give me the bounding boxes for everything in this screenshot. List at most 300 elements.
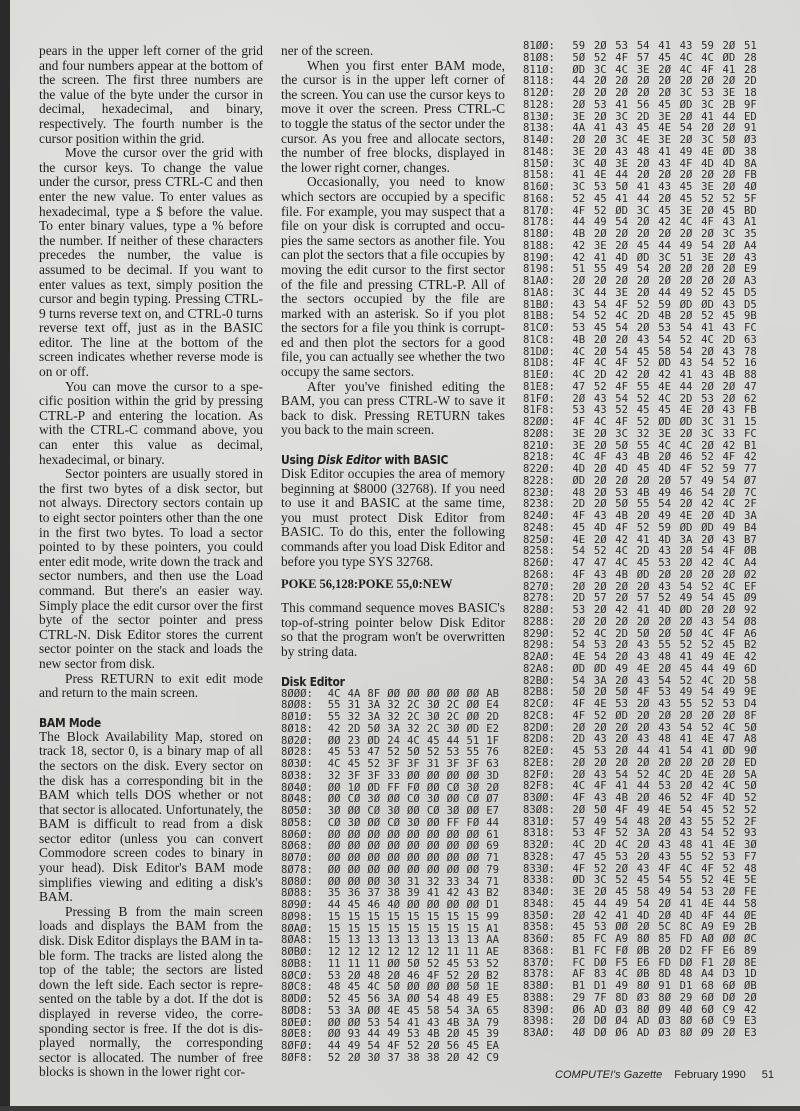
hex-byte: 38	[407, 1051, 420, 1064]
hex-byte: 44	[446, 734, 460, 747]
hex-address: 81C8:	[523, 333, 555, 346]
hex-byte: 48	[572, 486, 586, 499]
hex-byte: 2Ø	[701, 510, 714, 522]
hex-byte: 15	[426, 910, 440, 923]
hex-checksum: 39	[486, 1028, 500, 1041]
hex-byte: 54	[572, 545, 586, 558]
hex-row	[281, 1053, 505, 1065]
hex-byte: 2C	[407, 711, 420, 724]
hex-byte: 3C	[701, 427, 714, 440]
hex-byte: 2Ø	[658, 615, 671, 628]
hex-byte: 53	[615, 40, 629, 52]
hex-address: 83AØ:	[523, 1027, 555, 1039]
hex-byte: 2D	[679, 768, 693, 781]
hex-byte: 2Ø	[701, 204, 714, 217]
hex-byte: 53	[593, 745, 607, 757]
hex-byte: 49	[679, 592, 693, 605]
hex-byte: 41	[593, 251, 607, 264]
hex-byte: 3Ø	[407, 816, 420, 829]
hex-byte: 4F	[658, 862, 671, 875]
hex-address: 81FØ:	[523, 392, 555, 405]
hex-byte: CØ	[327, 816, 341, 829]
hex-byte: 41	[593, 122, 607, 135]
hex-byte: 3E	[615, 157, 629, 170]
hex-byte: 48	[679, 968, 693, 981]
hex-address: 8Ø1Ø:	[281, 711, 313, 724]
hex-checksum: A4	[744, 239, 757, 252]
hex-byte: 8Ø	[679, 1027, 693, 1039]
body-paragraph: This command sequence moves BASIC's top-of-string pointer below Disk Editor so that the program won't be overwritten by string data.	[281, 600, 505, 659]
hex-byte: 2C	[407, 699, 420, 712]
hex-byte: 52	[426, 746, 440, 759]
hex-byte: 4E	[636, 134, 650, 146]
hex-byte: 49	[658, 510, 671, 522]
hex-byte: 44	[615, 169, 629, 182]
hex-byte: ØØ	[446, 863, 460, 876]
hex-byte: 15	[446, 922, 460, 935]
hex-byte: 58	[636, 886, 650, 898]
hex-address: 82A8:	[523, 662, 555, 675]
hex-byte: 2Ø	[615, 721, 629, 734]
hex-byte: 2Ø	[615, 639, 629, 652]
hex-byte: 13	[347, 934, 361, 947]
hex-byte: 4E	[701, 768, 714, 781]
hex-byte: 53	[446, 746, 460, 759]
hex-byte: 3E	[658, 134, 671, 146]
hex-byte: ØØ	[327, 863, 341, 876]
hex-byte: D1	[593, 980, 607, 992]
hex-byte: 2Ø	[679, 110, 693, 123]
hex-byte: 41	[701, 110, 714, 123]
hex-byte: 3Ø	[466, 781, 480, 794]
hex-byte: 11	[446, 946, 460, 959]
hex-byte: 5Ø	[636, 627, 650, 640]
hex-byte: 51	[466, 734, 480, 747]
hex-checksum: E9	[744, 263, 757, 276]
hex-byte: C9	[722, 1015, 736, 1028]
hex-byte: 45	[572, 521, 586, 534]
hex-byte: 6Ø	[722, 980, 736, 992]
hex-address: 819Ø:	[523, 251, 555, 264]
hex-byte: 2B	[722, 98, 736, 111]
hex-byte: 4D	[593, 521, 607, 534]
hex-checksum: 42	[744, 451, 757, 464]
hex-checksum: B2	[486, 887, 500, 900]
hex-byte: 2D	[722, 674, 736, 687]
hex-byte: 13	[367, 934, 381, 947]
hex-byte: 54	[701, 486, 714, 499]
hex-byte: 4F	[572, 357, 586, 370]
hex-byte: 42	[572, 251, 586, 264]
hex-byte: 3E	[701, 181, 714, 193]
hex-byte: 3C	[593, 63, 607, 76]
hex-byte: 4C	[572, 345, 586, 358]
hex-checksum: 99	[486, 910, 500, 923]
hex-byte: 13	[387, 934, 400, 947]
hex-byte: ØØ	[367, 816, 381, 829]
hex-byte: 4C	[572, 451, 586, 464]
hex-byte: 2Ø	[722, 251, 736, 264]
hex-checksum: 7C	[744, 486, 757, 499]
hex-byte: 4B	[722, 369, 736, 381]
section-heading-using-disk-editor-with-basic	[281, 452, 474, 467]
page-footer	[555, 1069, 774, 1081]
hex-byte: 43	[636, 862, 650, 875]
hex-byte: 2Ø	[679, 568, 693, 581]
hex-address: 8288:	[523, 615, 555, 628]
hex-row	[523, 370, 763, 382]
hex-byte: 4D	[658, 604, 671, 616]
hex-byte: 53	[658, 780, 671, 793]
hex-byte: 45	[636, 874, 650, 887]
hex-byte: 12	[347, 946, 361, 959]
hex-address: 811Ø:	[523, 63, 555, 76]
hex-byte: 3C	[701, 98, 714, 111]
hex-byte: 41	[701, 745, 714, 757]
hex-byte: ØØ	[722, 933, 736, 945]
hex-address: 812Ø:	[523, 87, 555, 99]
hex-byte: 2Ø	[701, 275, 714, 287]
hex-byte: 2Ø	[615, 228, 629, 240]
hex-byte: 4D	[658, 463, 671, 475]
hex-row	[523, 793, 763, 805]
hex-byte: 2D	[722, 333, 736, 346]
hex-byte: 43	[636, 639, 650, 652]
hex-byte: 4C	[593, 416, 607, 428]
middle-column	[281, 44, 505, 1065]
hex-byte: 52	[593, 862, 607, 875]
page-binding-shadow	[0, 0, 10, 1111]
hex-byte: 55	[327, 711, 341, 724]
hex-byte: 44	[593, 286, 607, 299]
hex-byte: 4C	[701, 627, 714, 640]
hex-byte: 45	[636, 122, 650, 135]
hex-byte: 44	[658, 286, 671, 299]
hex-byte: 4B	[636, 451, 650, 464]
hex-byte: 43	[658, 839, 671, 851]
hex-byte: 4E	[701, 897, 714, 910]
hex-byte: 56	[446, 1040, 460, 1053]
hex-byte: 4C	[367, 981, 381, 994]
hex-byte: 2Ø	[593, 110, 607, 123]
hex-byte: 54	[615, 216, 629, 229]
hex-byte: ØØ	[466, 828, 480, 841]
hex-row	[523, 323, 763, 335]
hex-checksum: A1	[486, 922, 500, 935]
hex-byte: 2Ø	[615, 239, 629, 252]
hex-byte: ØD	[636, 568, 650, 581]
hex-byte: 2Ø	[722, 263, 736, 276]
hex-row	[523, 135, 763, 147]
hex-byte: 2Ø	[701, 709, 714, 722]
hex-byte: 4F	[701, 792, 714, 804]
hex-byte: 4E	[722, 651, 736, 663]
hex-byte: 3E	[701, 251, 714, 264]
hex-byte: 45	[572, 897, 586, 910]
hex-checksum: ØE	[744, 909, 757, 922]
hex-byte: 45	[679, 662, 693, 675]
hex-byte: 2Ø	[679, 557, 693, 569]
hex-row	[523, 276, 763, 288]
hex-checksum: 38	[744, 145, 757, 158]
hex-byte: 4E	[658, 380, 671, 393]
hex-address: 8268:	[523, 568, 555, 581]
hex-byte: CØ	[367, 805, 381, 818]
hex-byte: 4F	[615, 416, 629, 428]
hex-address: 8298:	[523, 639, 555, 652]
hex-byte: ØØ	[347, 852, 361, 865]
hex-byte: 41	[636, 181, 650, 193]
hex-byte: 3F	[446, 758, 460, 771]
hex-byte: 83	[593, 968, 607, 981]
hex-checksum: 52	[486, 957, 500, 970]
basic-command: POKE 56,128:POKE 55,0:NEW	[281, 577, 453, 592]
hex-byte: 2Ø	[722, 239, 736, 252]
hex-byte: 2Ø	[615, 580, 629, 593]
hex-byte: 52	[636, 392, 650, 405]
hex-byte: 5Ø	[615, 181, 629, 193]
hex-byte: 3E	[722, 87, 736, 99]
hex-byte: ØØ	[327, 875, 341, 888]
hex-byte: 48	[636, 145, 650, 158]
hex-byte: 44	[636, 780, 650, 793]
hex-address: 8Ø88:	[281, 887, 313, 900]
hex-byte: ØØ	[426, 816, 440, 829]
hex-byte: 2C	[446, 699, 460, 712]
hex-byte: 4Ø	[572, 1027, 586, 1039]
hex-byte: 2D	[636, 545, 650, 558]
hex-byte: 41	[679, 369, 693, 381]
hex-byte: 32	[327, 769, 341, 782]
hex-row	[523, 476, 763, 488]
hex-checksum: 71	[486, 875, 500, 888]
hex-byte: 43	[658, 721, 671, 734]
hex-byte: 47	[572, 850, 586, 863]
hex-byte: 15	[407, 922, 420, 935]
hex-byte: 54	[658, 333, 671, 346]
heading-text-italic: Disk Editor	[317, 452, 381, 468]
hex-checksum: 9E	[744, 686, 757, 699]
hex-byte: 2Ø	[679, 134, 693, 146]
hex-byte: 52	[701, 192, 714, 205]
hex-byte: 52	[679, 639, 693, 652]
hex-checksum: 8A	[744, 157, 757, 170]
hex-checksum: A3	[744, 275, 757, 287]
hex-address: 8178:	[523, 216, 555, 229]
hex-byte: 45	[701, 803, 714, 816]
hex-byte: 4E	[658, 122, 671, 135]
hex-byte: 43	[701, 369, 714, 381]
hex-byte: 42	[446, 887, 460, 900]
hex-byte: 45	[327, 746, 341, 759]
hex-byte: 43	[722, 345, 736, 358]
hex-byte: 45	[658, 98, 671, 111]
hex-byte: 2Ø	[636, 322, 650, 334]
hex-byte: ØØ	[407, 981, 420, 994]
hex-byte: ØØ	[367, 828, 381, 841]
hex-byte: ØD	[466, 722, 480, 735]
hex-address: 827Ø:	[523, 580, 555, 593]
hex-byte: A9	[615, 933, 629, 945]
hex-checksum: Ø8	[744, 615, 757, 628]
hex-byte: 4F	[722, 451, 736, 464]
hex-checksum: 2D	[744, 75, 757, 88]
hex-byte: 31	[347, 699, 361, 712]
hex-byte: 2Ø	[636, 474, 650, 487]
hex-byte: 45	[466, 1040, 480, 1053]
hex-address: 8ØEØ:	[281, 1016, 313, 1029]
hex-byte: ØØ	[466, 687, 480, 700]
hex-byte: 49	[722, 686, 736, 699]
hex-address: 81Ø8:	[523, 51, 555, 64]
hex-byte: 4F	[679, 157, 693, 170]
hex-byte: 4B	[636, 486, 650, 499]
hex-byte: 49	[722, 662, 736, 675]
hex-byte: 4C	[407, 734, 420, 747]
hex-address: 8328:	[523, 850, 555, 863]
hex-listing	[281, 689, 505, 1065]
hex-byte: 2Ø	[658, 709, 671, 722]
hex-byte: 2Ø	[572, 275, 586, 287]
hex-checksum: Ø3	[744, 134, 757, 146]
hex-byte: 3A	[387, 722, 400, 735]
hex-byte: 55	[636, 380, 650, 393]
hex-byte: FC	[593, 933, 607, 945]
hex-byte: 54	[387, 1016, 400, 1029]
hex-byte: 55	[701, 815, 714, 828]
hex-checksum: 8E	[744, 956, 757, 969]
hex-byte: 45	[347, 993, 361, 1006]
hex-row	[523, 805, 763, 817]
hex-byte: 4F	[615, 51, 629, 64]
hex-byte: 4C	[593, 627, 607, 640]
hex-byte: 3C	[615, 427, 629, 440]
hex-byte: ØØ	[387, 840, 400, 853]
hex-byte: 4A	[572, 122, 586, 135]
hex-byte: 2Ø	[658, 87, 671, 99]
hex-byte: 4F	[387, 1040, 400, 1053]
hex-byte: 59	[722, 463, 736, 475]
hex-byte: 3C	[572, 181, 586, 193]
hex-byte: 4C	[615, 839, 629, 851]
hex-byte: 3F	[407, 758, 420, 771]
hex-byte: 46	[679, 486, 693, 499]
hex-byte: 2C	[426, 722, 440, 735]
hex-byte: 43	[658, 698, 671, 710]
hex-address: 8Ø28:	[281, 746, 313, 759]
hex-byte: ØØ	[347, 828, 361, 841]
hex-byte: 41	[722, 63, 736, 76]
hex-byte: 55	[679, 698, 693, 710]
hex-byte: 45	[466, 1028, 480, 1041]
hex-byte: 54	[679, 580, 693, 593]
hex-listing-continued	[523, 41, 763, 1040]
hex-byte: 2D	[572, 733, 586, 746]
hex-byte: 32	[426, 875, 440, 888]
hex-byte: 57	[636, 592, 650, 605]
hex-byte: 36	[347, 887, 361, 900]
hex-byte: 4F	[615, 380, 629, 393]
hex-byte: 2Ø	[572, 803, 586, 816]
hex-byte: 2Ø	[593, 580, 607, 593]
hex-byte: AD	[636, 1027, 650, 1039]
hex-byte: 58	[426, 1004, 440, 1017]
hex-byte: 15	[327, 910, 341, 923]
hex-row	[523, 1028, 763, 1040]
hex-byte: CØ	[347, 793, 361, 806]
hex-checksum: A4	[744, 557, 757, 569]
hex-row	[523, 946, 763, 958]
hex-byte: 8Ø	[658, 991, 671, 1004]
hex-byte: 2Ø	[572, 768, 586, 781]
hex-byte: 31	[407, 875, 420, 888]
hex-address: 8158:	[523, 169, 555, 182]
hex-byte: 3A	[387, 993, 400, 1006]
hex-address: 8Ø2Ø:	[281, 734, 313, 747]
hex-byte: 38	[387, 887, 400, 900]
hex-checksum: 63	[486, 758, 500, 771]
hex-checksum: 89	[744, 944, 757, 957]
hex-byte: 45	[347, 758, 361, 771]
hex-byte: 48	[658, 651, 671, 663]
hex-byte: 4F	[593, 451, 607, 464]
magazine-name: COMPUTE!'s Gazette	[555, 1069, 663, 1081]
hex-byte: 46	[367, 899, 381, 912]
hex-byte: 4B	[572, 228, 586, 240]
hex-byte: 4F	[615, 521, 629, 534]
hex-address: 8248:	[523, 521, 555, 534]
hex-checksum: EF	[744, 580, 757, 593]
hex-byte: ØØ	[466, 711, 480, 724]
hex-byte: 13	[407, 934, 420, 947]
hex-byte: 45	[658, 204, 671, 217]
hex-byte: 2D	[593, 839, 607, 851]
hex-checksum: D5	[744, 286, 757, 299]
hex-byte: ØD	[615, 709, 629, 722]
hex-byte: 45	[722, 286, 736, 299]
hex-checksum: FC	[744, 427, 757, 440]
hex-byte: 47	[722, 733, 736, 746]
hex-byte: FF	[446, 816, 460, 829]
hex-byte: 2Ø	[615, 333, 629, 346]
hex-byte: 52	[407, 1040, 420, 1053]
hex-byte: 52	[701, 874, 714, 887]
hex-byte: 43	[426, 1016, 440, 1029]
hex-address: 8148:	[523, 145, 555, 158]
hex-byte: 6Ø	[701, 991, 714, 1004]
hex-byte: 12	[327, 946, 341, 959]
hex-byte: 4C	[722, 721, 736, 734]
hex-row	[523, 758, 763, 770]
hex-byte: 55	[636, 439, 650, 452]
hex-byte: 3E	[572, 110, 586, 123]
hex-byte: 55	[327, 699, 341, 712]
hex-byte: 12	[367, 946, 381, 959]
hex-byte: 37	[387, 1051, 400, 1064]
hex-byte: 4C	[593, 357, 607, 370]
hex-byte: 2Ø	[347, 1051, 361, 1064]
hex-byte: 2Ø	[722, 486, 736, 499]
heading-text: Using	[281, 452, 318, 468]
hex-byte: ØØ	[466, 699, 480, 712]
hex-byte: 41	[658, 40, 671, 52]
hex-byte: 2Ø	[466, 969, 480, 982]
hex-byte: 45	[636, 404, 650, 417]
hex-byte: ØØ	[367, 852, 381, 865]
hex-byte: 42	[615, 369, 629, 381]
hex-checksum: A1	[744, 216, 757, 229]
hex-address: 8Ø4Ø:	[281, 781, 313, 794]
